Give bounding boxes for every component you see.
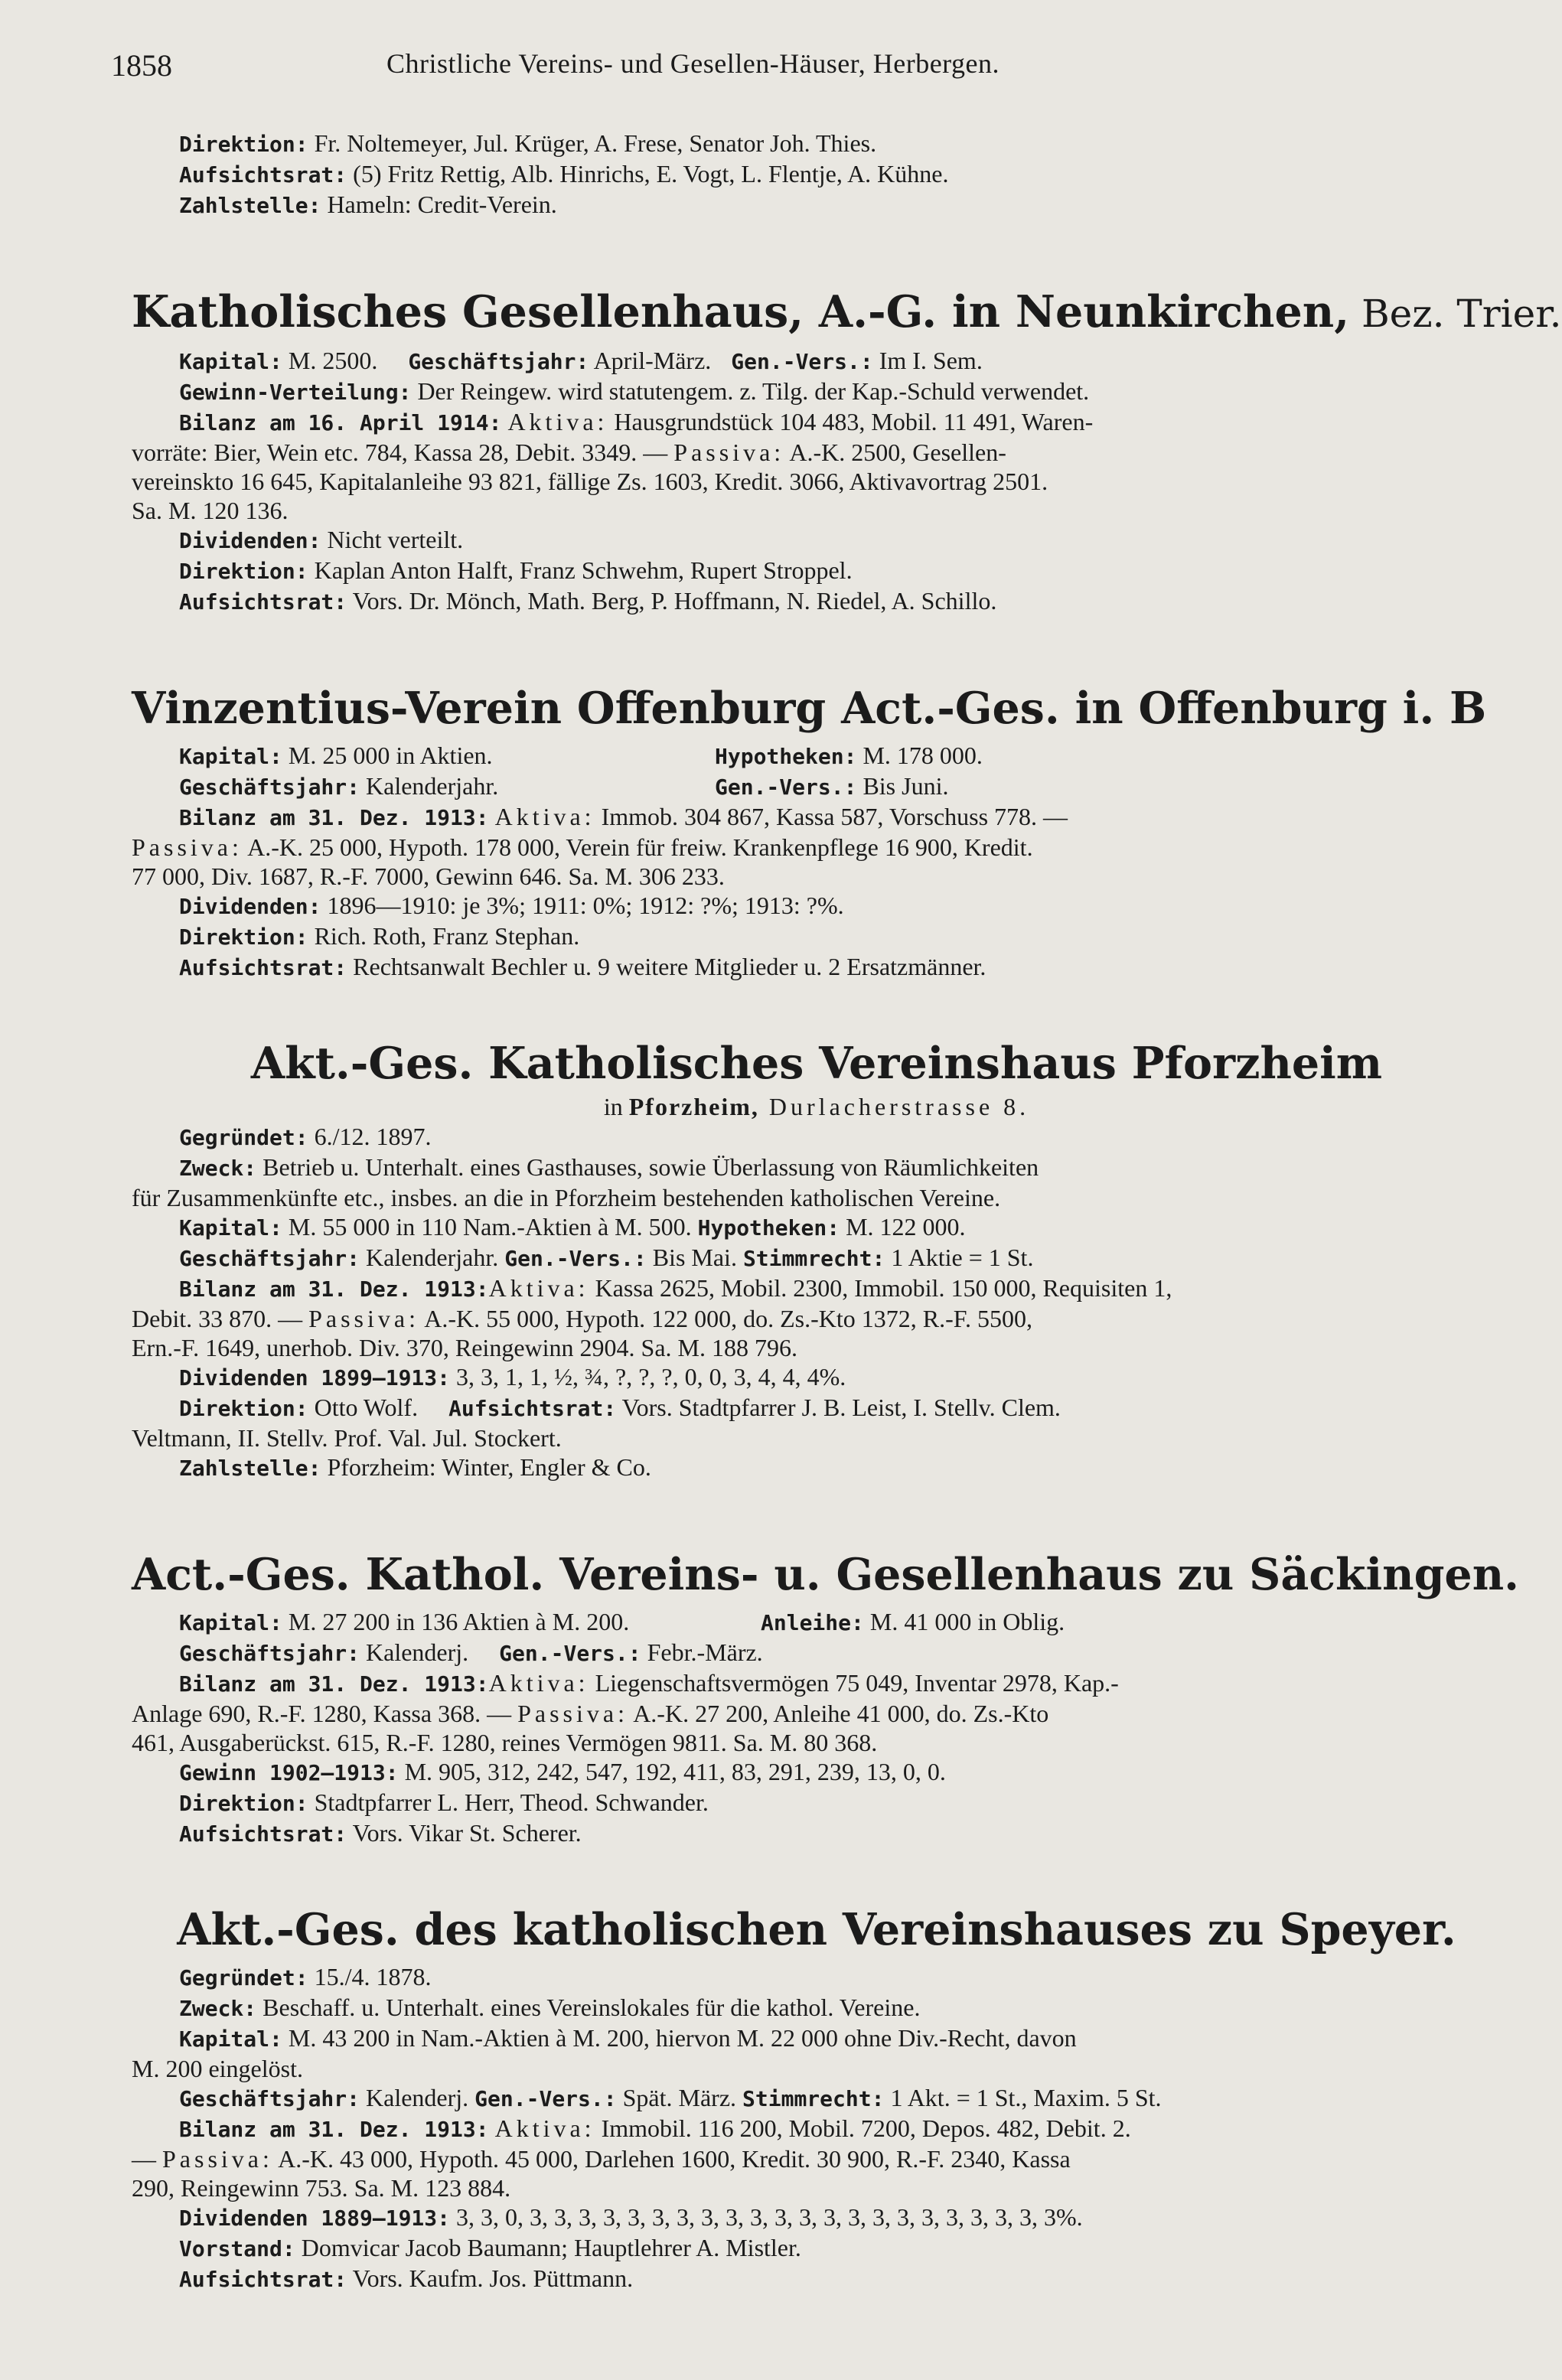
company-title: Act.-Ges. Kathol. Vereins- u. Gesellenhaus zu Säckingen.	[132, 1549, 1519, 1600]
entry-line: Aufsichtsrat: Vors. Vikar St. Scherer.	[179, 1819, 582, 1847]
page-number: 1858	[111, 48, 172, 83]
entry-line: Debit. 33 870. — Passiva: A.-K. 55 000, Hypoth. 122 000, do. Zs.-Kto 1372, R.-F. 5500,	[132, 1305, 1032, 1332]
entry-line: Aufsichtsrat: Rechtsanwalt Bechler u. 9 weitere Mitglieder u. 2 Ersatzmänner.	[179, 953, 986, 980]
entry-line: Zahlstelle: Pforzheim: Winter, Engler & Co.	[179, 1453, 651, 1481]
entry-line: Gegründet: 6./12. 1897.	[179, 1123, 432, 1150]
company-entry-offenburg	[132, 681, 1502, 983]
entry-line: Vorstand: Domvicar Jacob Baumann; Hauptlehrer A. Mistler.	[179, 2234, 801, 2261]
entry-line: Gegründet: 15./4. 1878.	[179, 1963, 432, 1990]
company-title: Akt.-Ges. des katholischen Vereinshauses zu Speyer.	[177, 1904, 1456, 1955]
entry-line: — Passiva: A.-K. 43 000, Hypoth. 45 000, Darlehen 1600, Kredit. 30 900, R.-F. 2340, Kassa	[132, 2145, 1071, 2173]
entry-line: Bilanz am 31. Dez. 1913: Aktiva: Immob. 304 867, Kassa 587, Vorschuss 778. —	[179, 803, 1068, 830]
company-entry-pforzheim	[132, 1036, 1502, 1483]
entry-line: Kapital: M. 2500. Geschäftsjahr: April-März. Gen.-Vers.: Im I. Sem.	[179, 347, 983, 374]
page-content	[132, 129, 1562, 2294]
company-entry-saeckingen	[132, 1547, 1519, 1849]
entry-line: Direktion: Fr. Noltemeyer, Jul. Krüger, A. Frese, Senator Joh. Thies.	[179, 129, 877, 157]
entry-line: Dividenden: 1896—1910: je 3%; 1911: 0%; 1912: ?%; 1913: ?%.	[179, 892, 844, 919]
entry-line: Gewinn-Verteilung: Der Reingew. wird statutengem. z. Tilg. der Kap.-Schuld verwendet.	[179, 377, 1090, 405]
entry-line: M. 200 eingelöst.	[132, 2055, 303, 2082]
entry-line: vereinskto 16 645, Kapitalanleihe 93 821, fällige Zs. 1603, Kredit. 3066, Aktivavortrag 2501.	[132, 468, 1048, 495]
entry-line: Passiva: A.-K. 25 000, Hypoth. 178 000, Verein für freiw. Krankenpflege 16 900, Kredit.	[132, 833, 1033, 861]
company-title: Vinzentius-Verein Offenburg Act.-Ges. in Offenburg i. B	[132, 683, 1487, 734]
field-label: Direktion:	[179, 132, 308, 157]
entry-line: Dividenden: Nicht verteilt.	[179, 526, 464, 553]
entry-line: 290, Reingewinn 753. Sa. M. 123 884.	[132, 2174, 511, 2202]
entry-line: für Zusammenkünfte etc., insbes. an die in Pforzheim bestehenden katholischen Vereine.	[132, 1184, 1001, 1211]
entry-line: Geschäftsjahr: Kalenderj. Gen.-Vers.: Febr.-März.	[179, 1638, 763, 1666]
entry-line: Kapital: M. 43 200 in Nam.-Aktien à M. 200, hiervon M. 22 000 ohne Div.-Recht, davon	[179, 2024, 1077, 2052]
company-entry-speyer	[132, 1902, 1502, 2294]
entry-line: Dividenden 1899—1913: 3, 3, 1, 1, ½, ¾, ?, ?, ?, 0, 0, 3, 4, 4, 4%.	[179, 1363, 846, 1391]
entry-line: Aufsichtsrat: Vors. Kaufm. Jos. Püttmann.	[179, 2264, 634, 2292]
entry-line: Ern.-F. 1649, unerhob. Div. 370, Reingewinn 2904. Sa. M. 188 796.	[132, 1334, 797, 1361]
entry-line: Direktion: Otto Wolf. Aufsichtsrat: Vors. Stadtpfarrer J. B. Leist, I. Stellv. Clem.	[179, 1394, 1061, 1421]
entry-line: Kapital: M. 25 000 in Aktien. Hypotheken: M. 178 000.	[179, 742, 983, 769]
company-entry-neunkirchen	[132, 285, 1562, 617]
entry-line: Kapital: M. 27 200 in 136 Aktien à M. 200. Anleihe: M. 41 000 in Oblig.	[179, 1608, 1065, 1635]
entry-line: 461, Ausgaberückst. 615, R.-F. 1280, reines Vermögen 9811. Sa. M. 80 368.	[132, 1729, 878, 1756]
page-header	[111, 47, 1485, 93]
entry-line: Kapital: M. 55 000 in 110 Nam.-Aktien à M. 500. Hypotheken: M. 122 000.	[179, 1213, 966, 1241]
entry-line: Aufsichtsrat: Vors. Dr. Mönch, Math. Berg, P. Hoffmann, N. Riedel, A. Schillo.	[179, 587, 997, 615]
company-subtitle: in Pforzheim, Durlacherstrasse 8.	[603, 1093, 1030, 1120]
entry-line: Zweck: Beschaff. u. Unterhalt. eines Vereinslokales für die kathol. Vereine.	[179, 1994, 921, 2021]
company-title: Akt.-Ges. Katholisches Vereinshaus Pforzheim	[250, 1038, 1383, 1089]
entry-line: Direktion: Kaplan Anton Halft, Franz Schwehm, Rupert Stroppel.	[179, 556, 853, 584]
entry-line: Zahlstelle: Hameln: Credit-Verein.	[179, 191, 557, 218]
entry-line: vorräte: Bier, Wein etc. 784, Kassa 28, Debit. 3349. — Passiva: A.-K. 2500, Gesellen-	[132, 439, 1006, 466]
entry-line: Geschäftsjahr: Kalenderjahr. Gen.-Vers.: Bis Juni.	[179, 772, 949, 800]
entry-line: Gewinn 1902—1913: M. 905, 312, 242, 547, 192, 411, 83, 291, 239, 13, 0, 0.	[179, 1758, 946, 1785]
entry-line: Bilanz am 31. Dez. 1913:Aktiva: Liegenschaftsvermögen 75 049, Inventar 2978, Kap.-	[179, 1669, 1119, 1697]
entry-line: Aufsichtsrat: (5) Fritz Rettig, Alb. Hinrichs, E. Vogt, L. Flentje, A. Kühne.	[179, 160, 949, 187]
entry-line: Geschäftsjahr: Kalenderjahr. Gen.-Vers.: Bis Mai. Stimmrecht: 1 Aktie = 1 St.	[179, 1244, 1034, 1271]
company-title: Katholisches Gesellenhaus, A.-G. in Neunkirchen, Bez. Trier.	[132, 286, 1562, 337]
entry-line: Veltmann, II. Stellv. Prof. Val. Jul. Stockert.	[132, 1424, 562, 1452]
field-label: Zahlstelle:	[179, 193, 321, 218]
running-title: Christliche Vereins- und Gesellen-Häuser, Herbergen.	[386, 48, 999, 79]
entry-line: Bilanz am 31. Dez. 1913:Aktiva: Kassa 2625, Mobil. 2300, Immobil. 150 000, Requisiten 1,	[179, 1274, 1172, 1302]
entry-line: Dividenden 1889—1913: 3, 3, 0, 3, 3, 3, 3, 3, 3, 3, 3, 3, 3, 3, 3, 3, 3, 3, 3, 3, 3, 3, 3, 3, 3%.	[179, 2203, 1083, 2231]
entry-line: Geschäftsjahr: Kalenderj. Gen.-Vers.: Spät. März. Stimmrecht: 1 Akt. = 1 St., Maxim. 5 St.	[179, 2084, 1162, 2111]
field-label: Aufsichtsrat:	[179, 162, 347, 187]
entry-line: Bilanz am 16. April 1914: Aktiva: Hausgrundstück 104 483, Mobil. 11 491, Waren-	[179, 408, 1094, 435]
entry-line: Direktion: Stadtpfarrer L. Herr, Theod. Schwander.	[179, 1788, 709, 1816]
entry-line: Anlage 690, R.-F. 1280, Kassa 368. — Passiva: A.-K. 27 200, Anleihe 41 000, do. Zs.-Kto	[132, 1700, 1049, 1727]
entry-line: 77 000, Div. 1687, R.-F. 7000, Gewinn 646. Sa. M. 306 233.	[132, 862, 725, 890]
entry-line: Direktion: Rich. Roth, Franz Stephan.	[179, 922, 580, 950]
entry-line: Bilanz am 31. Dez. 1913: Aktiva: Immobil. 116 200, Mobil. 7200, Depos. 482, Debit. 2.	[179, 2114, 1131, 2142]
entry-line: Sa. M. 120 136.	[132, 497, 289, 524]
entry-line: Zweck: Betrieb u. Unterhalt. eines Gasthauses, sowie Überlassung von Räumlichkeiten	[179, 1153, 1039, 1181]
